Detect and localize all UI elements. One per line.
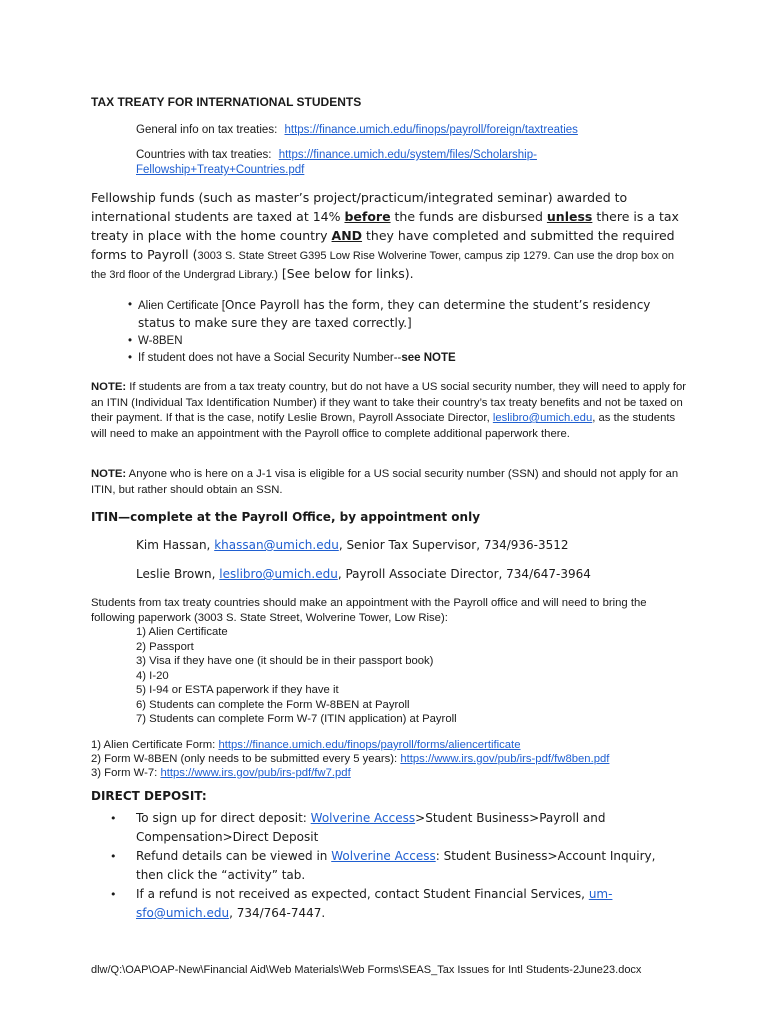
bullet-icon: • (110, 850, 117, 863)
note-itin (91, 380, 691, 442)
wolverine-access-link[interactable]: Wolverine Access (310, 811, 416, 825)
list-item (110, 809, 680, 847)
note-label: NOTE: (91, 468, 127, 480)
countries-link-part1[interactable]: https://finance.umich.edu/system/files/Scholarship- (278, 149, 537, 161)
contact-role: , Payroll Associate Director, 734/647-3964 (337, 567, 591, 581)
form-links (91, 738, 691, 780)
dd-text: To sign up for direct deposit: (136, 811, 311, 825)
fellowship-text-2: the funds are disbursed (390, 209, 547, 224)
alien-cert-text: Once Payroll has the form, they can determine the student’s residency status to make sure they are taxed correctly.] (138, 298, 651, 330)
list-item: 4) I-20 (136, 669, 169, 682)
list-item: 5) I-94 or ESTA paperwork if they have it (136, 684, 339, 696)
list-item: 3) Visa if they have one (it should be in their passport book) (136, 655, 434, 667)
dd-text: >Student Business>Payroll and Compensation>Direct Deposit (136, 811, 606, 844)
page-title: TAX TREATY FOR INTERNATIONAL STUDENTS (91, 95, 362, 109)
fellowship-text-4: they have completed and submitted the required forms to Payroll ( (91, 228, 675, 262)
contact-email-link[interactable]: leslibro@umich.edu (219, 567, 338, 581)
contact-email-link[interactable]: khassan@umich.edu (214, 538, 339, 552)
countries-label: Countries with tax treaties: (136, 149, 272, 161)
countries-line (136, 148, 537, 178)
list-item: 2) Passport (136, 640, 194, 653)
note-label: NOTE: (91, 381, 127, 393)
direct-deposit-list (110, 809, 680, 923)
bullet-icon: • (110, 812, 117, 825)
dd-text: Refund details can be viewed in (136, 849, 332, 863)
note-text: If students are from a tax treaty country, but do not have a US social security number, they will need to apply for an ITIN (Individual Tax Identification Number) if they want to take their country’s tax treaty benefits and not be taxed on their payment. If that is the case, notify Leslie Brown, Payroll Associate Director, (91, 381, 687, 424)
bullet-icon: • (128, 335, 133, 347)
list-item (110, 847, 680, 885)
list-item: 7) Students can complete Form W-7 (ITIN application) at Payroll (136, 713, 457, 725)
list-item (91, 752, 691, 766)
alien-cert-label: Alien Certificate [ (138, 300, 225, 312)
w8ben-form-link[interactable]: https://www.irs.gov/pub/irs-pdf/fw8ben.pdf (400, 753, 610, 765)
dd-text: , 734/764-7447. (229, 906, 326, 920)
fellowship-and: AND (331, 228, 363, 243)
dd-text: If a refund is not received as expected, contact Student Financial Services, (136, 887, 589, 901)
ssn-item: If student does not have a Social Security Number-- (138, 352, 402, 364)
contact-name: Leslie Brown, (136, 567, 220, 581)
required-forms-list (128, 297, 688, 367)
paperwork-intro: Students from tax treaty countries should make an appointment with the Payroll office and will need to bring the following paperwork (3003 S. State Street, Wolverine Tower, Low Rise): (91, 597, 647, 624)
wolverine-access-link[interactable]: Wolverine Access (331, 849, 436, 863)
note-text: Anyone who is here on a J-1 visa is eligible for a US social security number (SSN) and should not apply for an ITIN, but rather should obtain an SSN. (91, 468, 679, 496)
bullet-icon: • (128, 299, 133, 311)
w8ben-item: W-8BEN (138, 335, 183, 347)
contact-leslie (136, 567, 591, 581)
fellowship-unless: unless (546, 209, 593, 224)
direct-deposit-heading: DIRECT DEPOSIT: (91, 789, 207, 803)
fellowship-text-3: there is a tax treaty in place with the home country (91, 209, 679, 243)
sfs-email-link[interactable]: um-sfo@umich.edu (136, 887, 613, 920)
footer-path: dlw/Q:\OAP\OAP-New\Financial Aid\Web Materials\Web Forms\SEAS_Tax Issues for Intl Students-2June23.docx (91, 964, 642, 976)
countries-link-part2[interactable]: Fellowship+Treaty+Countries.pdf (136, 164, 305, 176)
itin-heading: ITIN—complete at the Payroll Office, by appointment only (91, 510, 481, 524)
contact-role: , Senior Tax Supervisor, 734/936-3512 (338, 538, 569, 552)
fellowship-text-5: [See below for links). (277, 266, 414, 281)
payroll-address: 3003 S. State Street G395 Low Rise Wolverine Tower, campus zip 1279. Can use the drop box on the 3rd floor of the Undergrad Library.) (91, 250, 675, 281)
bullet-icon: • (110, 888, 117, 901)
general-info-label: General info on tax treaties: (136, 124, 278, 136)
fellowship-paragraph (91, 188, 691, 283)
list-item (91, 766, 691, 780)
list-item (91, 738, 691, 752)
form-label: 3) Form W-7: (91, 767, 161, 779)
list-item: 1) Alien Certificate (136, 626, 228, 638)
contact-kim (136, 538, 569, 552)
general-info-link[interactable]: https://finance.umich.edu/finops/payroll/foreign/taxtreaties (284, 124, 578, 136)
see-note: see NOTE (401, 352, 456, 364)
list-item (128, 333, 688, 350)
alien-cert-form-link[interactable]: https://finance.umich.edu/finops/payroll/forms/aliencertificate (218, 739, 521, 751)
note-text-end: , as the students will need to make an appointment with the Payroll office to complete additional paperwork there. (91, 412, 676, 440)
bullet-icon: • (128, 352, 133, 364)
leslie-email-link[interactable]: leslibro@umich.edu (492, 412, 593, 424)
fellowship-text-1: Fellowship funds (such as master’s project/practicum/integrated seminar) awarded to international students are taxed at 14% (91, 190, 628, 224)
list-item: 6) Students can complete the Form W-8BEN at Payroll (136, 698, 410, 711)
form-label: 2) Form W-8BEN (only needs to be submitted every 5 years): (91, 753, 401, 765)
contact-name: Kim Hassan, (136, 538, 215, 552)
fellowship-before: before (344, 209, 391, 224)
dd-text: : Student Business>Account Inquiry, then click the “activity” tab. (136, 849, 656, 882)
paperwork-section (91, 596, 691, 727)
w7-form-link[interactable]: https://www.irs.gov/pub/irs-pdf/fw7.pdf (160, 767, 351, 779)
list-item (128, 350, 688, 367)
general-info-line (136, 123, 578, 138)
note-j1 (91, 467, 691, 498)
list-item (128, 297, 688, 333)
list-item (110, 885, 680, 923)
form-label: 1) Alien Certificate Form: (91, 739, 219, 751)
